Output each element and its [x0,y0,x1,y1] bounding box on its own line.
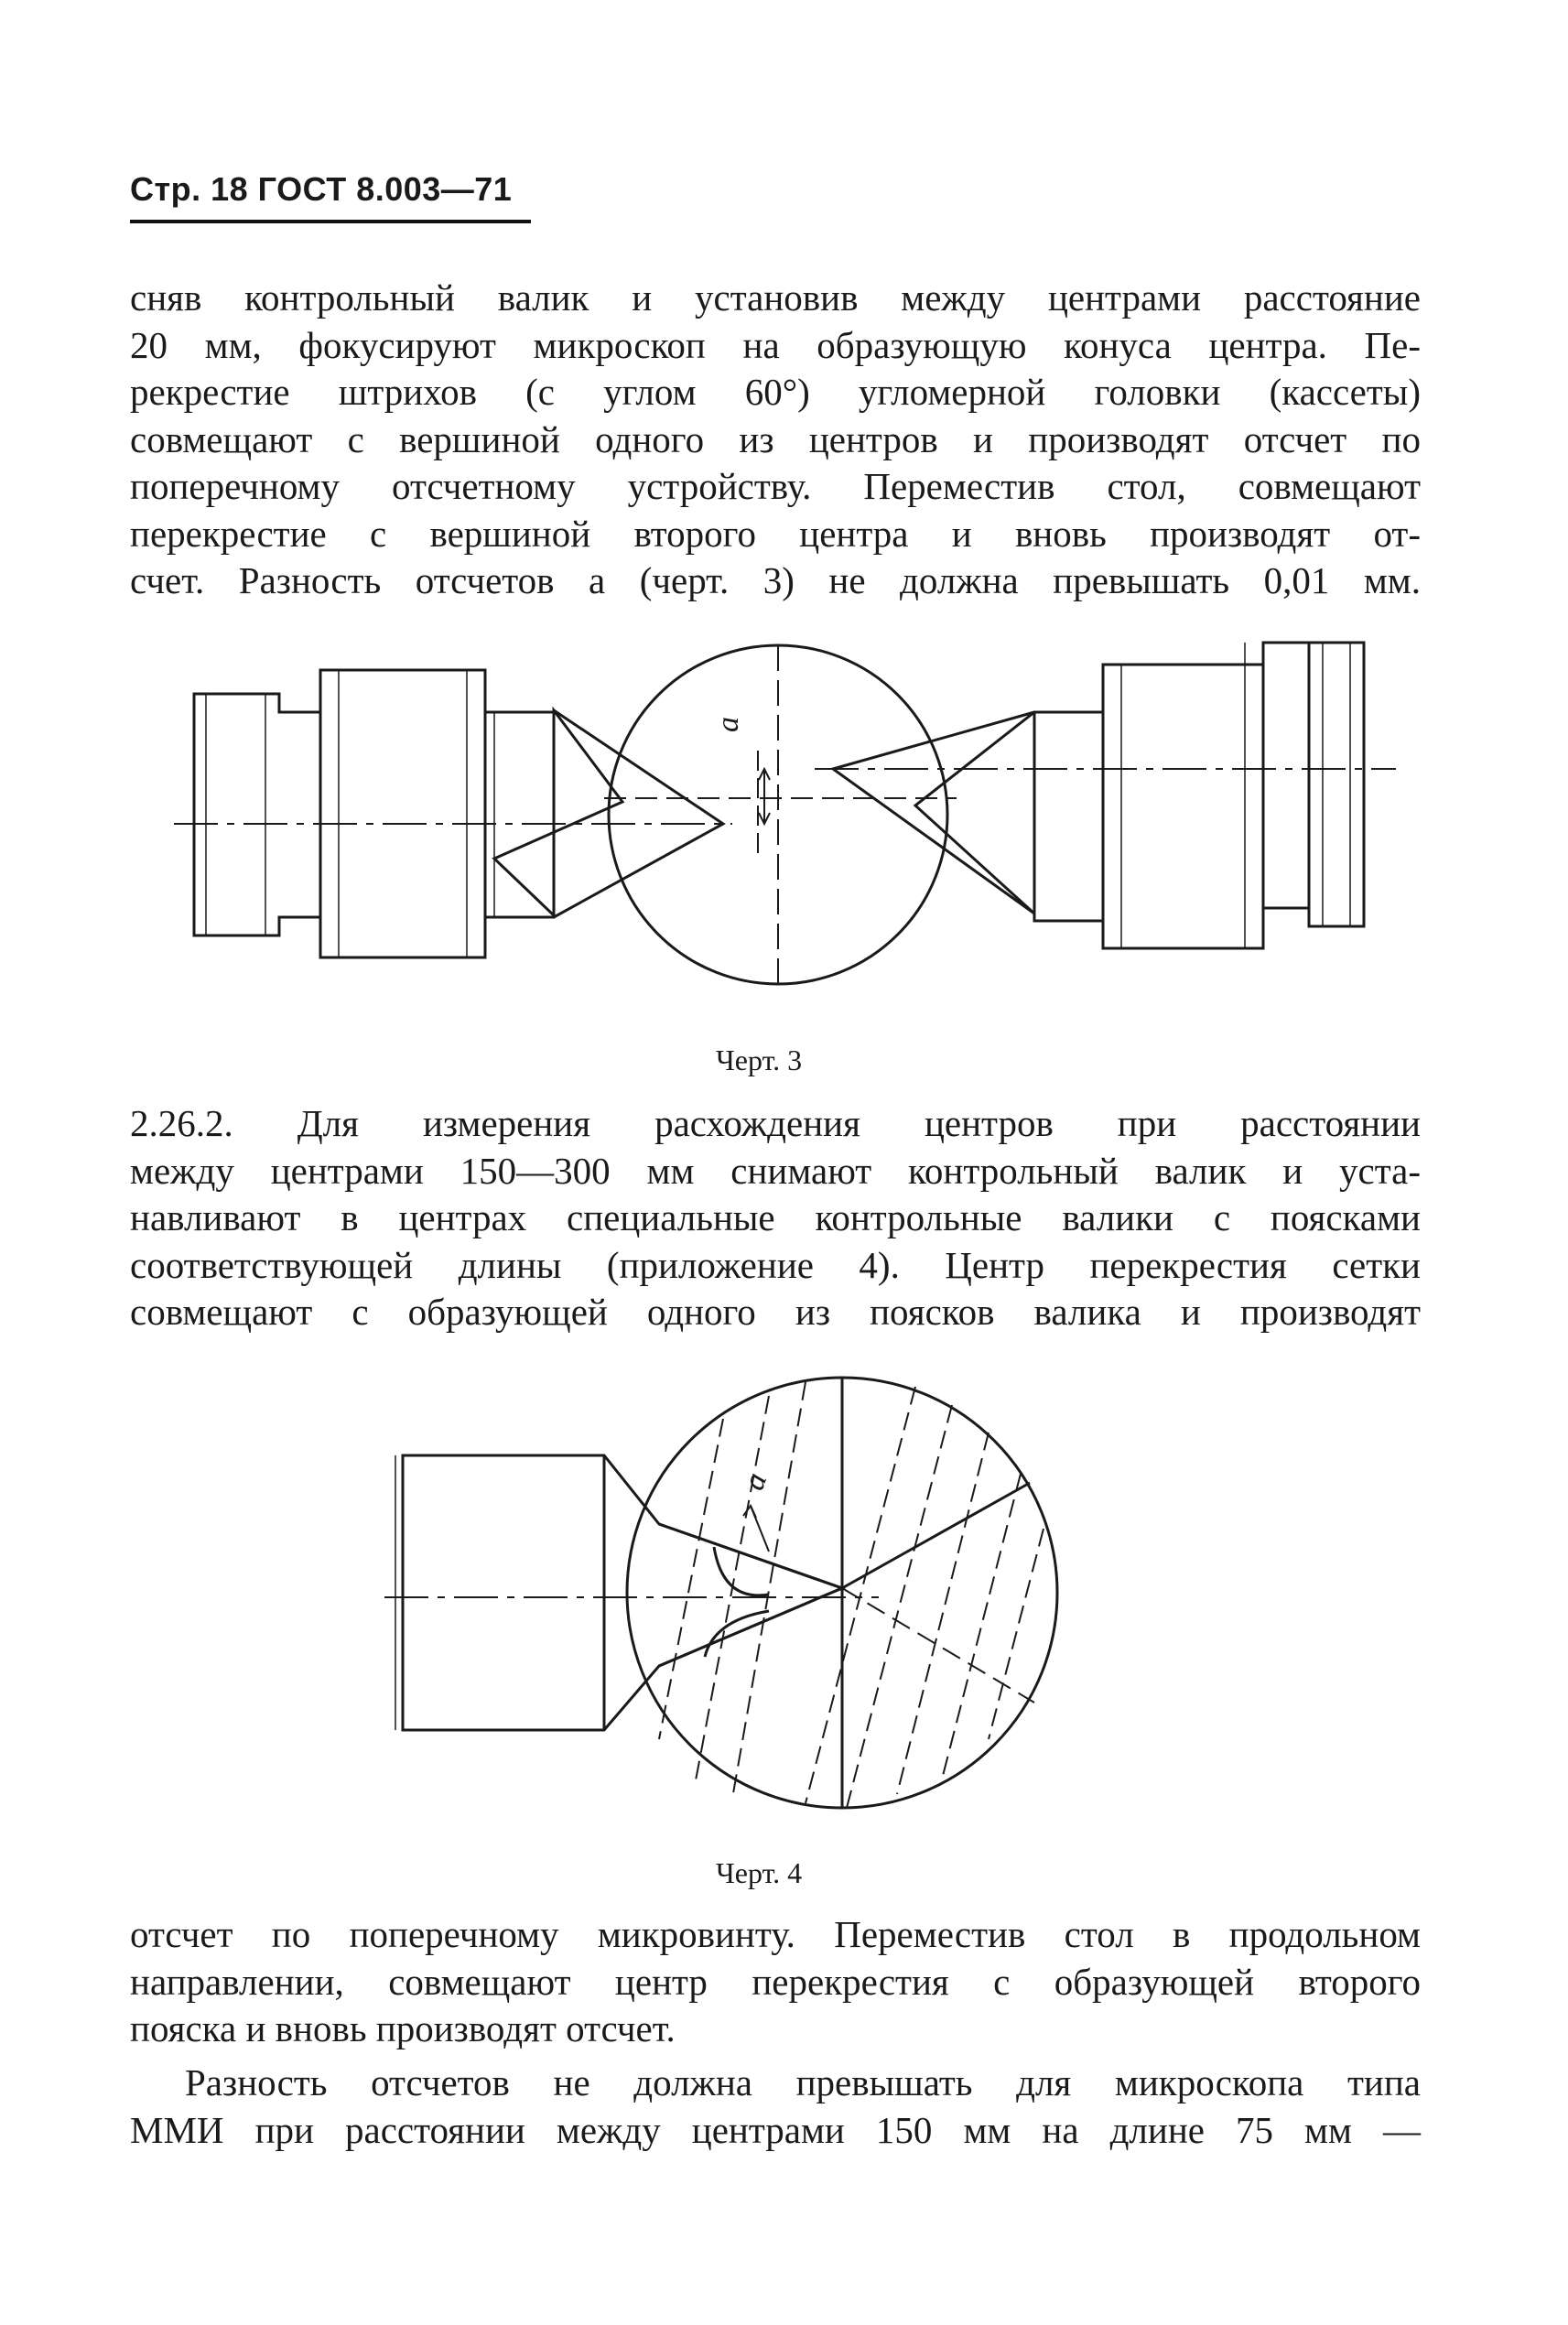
text-line: совмещают с вершиной одного из центров и производят отсчет по [130,417,1421,460]
paragraph-1 [130,275,1421,605]
paragraph-3 [130,1911,1421,2053]
text-line: навливают в центрах специальные контрольные валики с поясками [130,1196,1421,1238]
text-line: пояска и вновь производят отсчет. [130,2007,676,2049]
text-line: сняв контрольный валик и установив между центрами расстояние [130,276,1421,319]
text-line: 20 мм, фокусируют микроскоп на образующую конуса центра. Пе- [130,323,1421,366]
paragraph-4 [130,2060,1421,2154]
text-line: направлении, совмещают центр перекрестия с образующей второго [130,1960,1421,2003]
dim-label-a: a [711,717,745,732]
page-header: Стр. 18 ГОСТ 8.003—71 [130,170,513,208]
figure-4-drawing [0,1355,1568,1831]
dim-label-a: a [736,1468,774,1495]
text-line: соответствующей длины (приложение 4). Центр перекрестия сетки [130,1243,1421,1286]
paragraph-2 [130,1100,1421,1336]
text-line: рекрестие штрихов (с углом 60°) угломерной головки (кассеты) [130,371,1421,413]
text-line: перекрестие с вершиной второго центра и вновь производят от- [130,512,1421,555]
text-line: совмещают с образующей одного из поясков валика и производят [130,1291,1421,1333]
text-line: Разность отсчетов не должна превышать для микроскопа типа [185,2061,1421,2103]
text-line: ММИ при расстоянии между центрами 150 мм на длине 75 мм — [130,2108,1421,2151]
text-line: отсчет по поперечному микровинту. Переместив стол в продольном [130,1913,1421,1955]
header-rule [130,220,531,223]
text-line: 2.26.2. Для измерения расхождения центров при расстоянии [130,1102,1421,1144]
figure-3-drawing [0,586,1568,1044]
text-line: счет. Разность отсчетов a (черт. 3) не должна превышать 0,01 мм. [130,559,1421,601]
text-line: поперечному отсчетному устройству. Переместив стол, совмещают [130,465,1421,507]
figure-4-caption: Черт. 4 [716,1856,803,1889]
text-line: между центрами 150—300 мм снимают контрольный валик и уста- [130,1149,1421,1192]
figure-3-caption: Черт. 3 [716,1044,803,1076]
